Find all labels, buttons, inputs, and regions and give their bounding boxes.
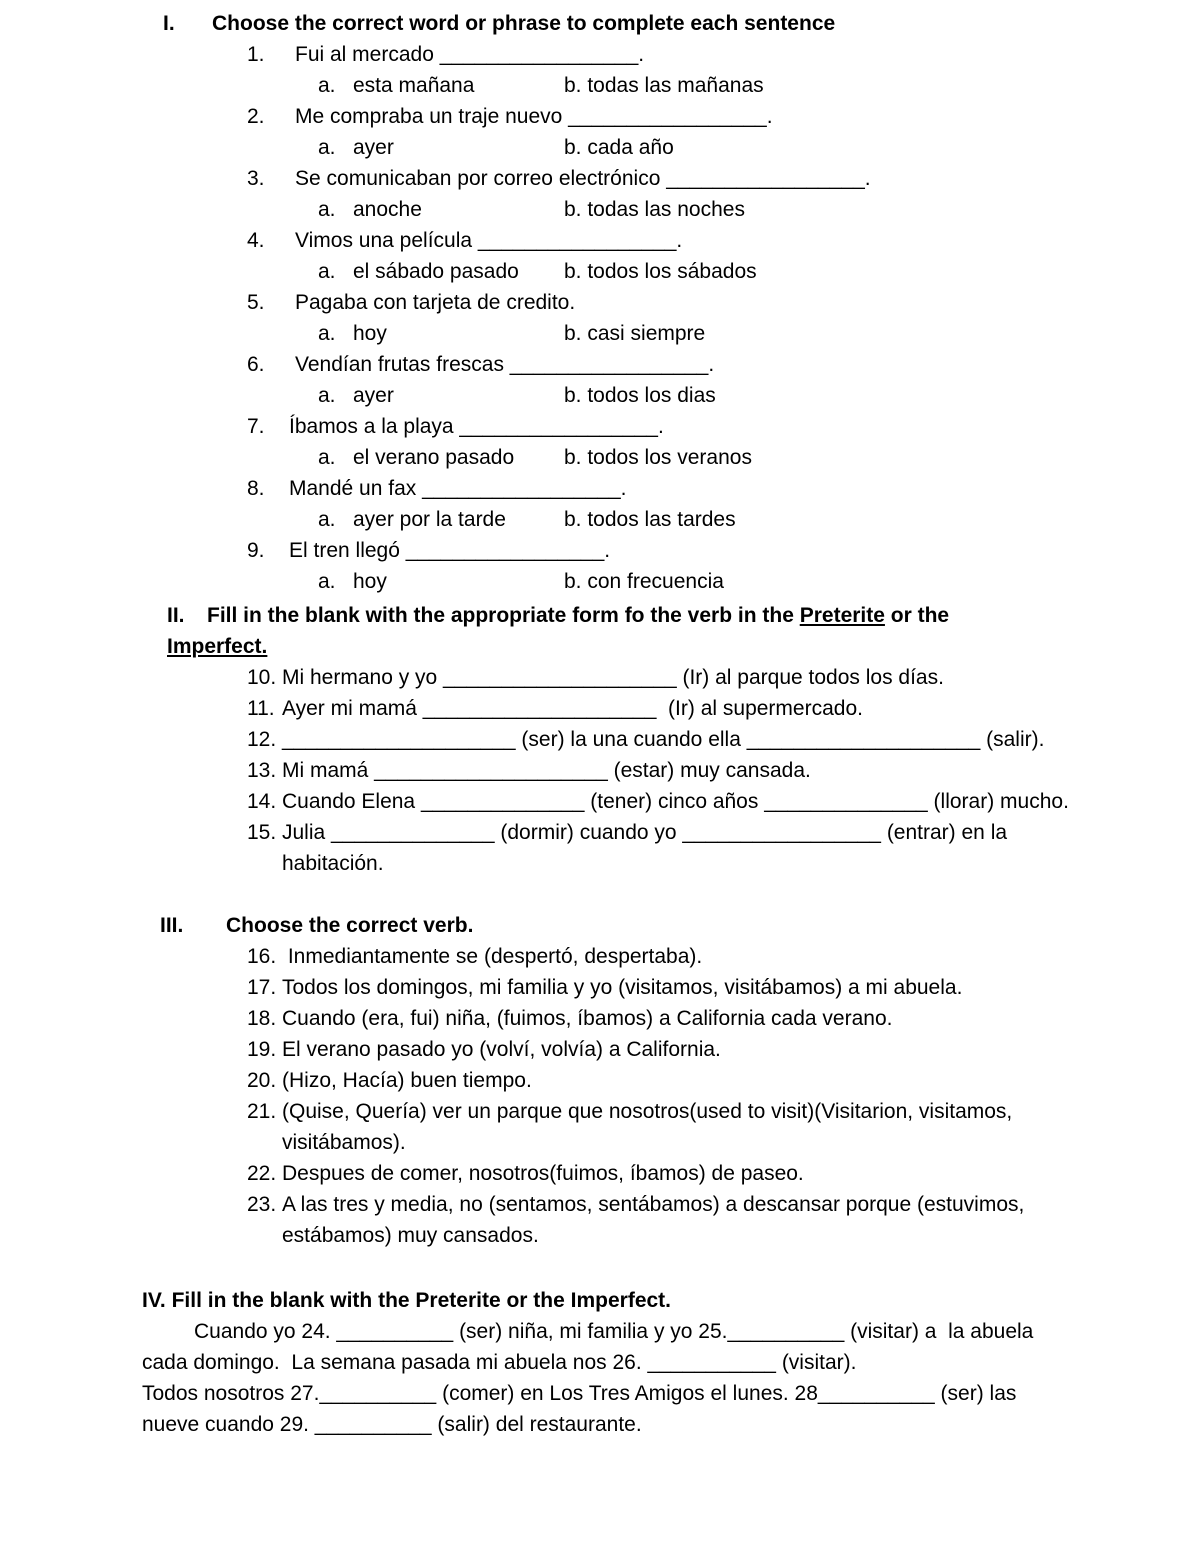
question-number: 2. [247,105,265,128]
section-4-line-2: cada domingo. La semana pasada mi abuela nos 26. ___________ (visitar). [142,1351,857,1374]
item-text: (Hizo, Hacía) buen tiempo. [282,1069,532,1092]
item-number: 12. [247,728,277,751]
option-b-text: b. todos los sábados [564,260,757,283]
item-number: 11. [247,697,275,720]
item-text: Todos los domingos, mi familia y yo (visitamos, visitábamos) a mi abuela. [282,976,963,999]
question-number: 3. [247,167,265,190]
section-2-heading-underlined1: Preterite [799,604,885,627]
item-text: Julia ______________ (dormir) cuando yo _________________ (entrar) en la [282,821,1008,844]
section-4-line-4: nueve cuando 29. __________ (salir) del restaurante. [142,1413,642,1436]
item-text: Despues de comer, nosotros(fuimos, íbamos) de paseo. [282,1162,804,1185]
option-a-text: ayer [353,384,394,407]
section-4-line-1: Cuando yo 24. __________ (ser) niña, mi familia y yo 25.__________ (visitar) a la abuela [194,1320,1034,1343]
question-text: El tren llegó _________________. [289,539,611,562]
question-number: 9. [247,539,265,562]
item-number: 22. [247,1162,277,1185]
item-text-continued: visitábamos). [282,1131,406,1154]
item-text: A las tres y media, no (sentamos, sentábamos) a descansar porque (estuvimos, [282,1193,1025,1216]
item-number: 21. [247,1100,277,1123]
option-a-text: el sábado pasado [353,260,519,283]
item-text: Inmediantamente se (despertó, despertaba). [282,945,703,968]
item-text: (Quise, Quería) ver un parque que nosotros(used to visit)(Visitarion, visitamos, [282,1100,1013,1123]
question-text: Mandé un fax _________________. [289,477,627,500]
option-b-text: b. casi siempre [564,322,706,345]
section-1-roman: I. [163,12,175,35]
question-text: Pagaba con tarjeta de credito. [295,291,576,314]
option-b-text: b. cada año [564,136,674,159]
option-a-letter: a. [318,260,336,283]
option-a-letter: a. [318,384,336,407]
question-number: 8. [247,477,265,500]
option-a-text: ayer por la tarde [353,508,506,531]
item-text: Cuando Elena ______________ (tener) cinco años ______________ (llorar) mucho. [282,790,1069,813]
item-text-continued: habitación. [282,852,384,875]
question-text: Íbamos a la playa _________________. [289,415,664,438]
section-2-heading-part2: or the [884,604,950,627]
section-4-heading: IV. Fill in the blank with the Preterite or the Imperfect. [142,1289,671,1312]
question-text: Fui al mercado _________________. [295,43,645,66]
option-a-text: esta mañana [353,74,475,97]
section-2-heading [207,603,949,629]
question-text: Me compraba un traje nuevo _________________. [295,105,773,128]
option-b-text: b. todas las mañanas [564,74,764,97]
item-text: Mi mamá ____________________ (estar) muy cansada. [282,759,811,782]
option-a-text: hoy [353,570,387,593]
item-number: 20. [247,1069,277,1092]
section-3-roman: III. [160,914,184,937]
question-text: Vimos una película _________________. [295,229,683,252]
question-number: 6. [247,353,265,376]
option-b-text: b. todos las tardes [564,508,736,531]
question-text: Vendían frutas frescas _________________. [295,353,715,376]
item-text-continued: estábamos) muy cansados. [282,1224,539,1247]
section-2-heading-underlined2: Imperfect. [167,635,268,658]
option-a-text: el verano pasado [353,446,515,469]
option-b-text: b. con frecuencia [564,570,724,593]
item-text: Mi hermano y yo ____________________ (Ir) al parque todos los días. [282,666,944,689]
option-a-letter: a. [318,198,336,221]
item-number: 14. [247,790,277,813]
section-3-heading: Choose the correct verb. [226,914,474,937]
option-a-letter: a. [318,74,336,97]
item-text: El verano pasado yo (volví, volvía) a California. [282,1038,721,1061]
section-1-heading: Choose the correct word or phrase to complete each sentence [212,12,836,35]
item-number: 13. [247,759,277,782]
item-number: 18. [247,1007,277,1030]
option-a-letter: a. [318,322,336,345]
option-a-letter: a. [318,508,336,531]
option-a-letter: a. [318,136,336,159]
option-a-letter: a. [318,446,336,469]
section-2-heading-part1: Fill in the blank with the appropriate form fo the verb in the [207,604,800,627]
item-number: 17. [247,976,277,999]
question-number: 7. [247,415,265,438]
option-a-text: hoy [353,322,387,345]
option-b-text: b. todos los veranos [564,446,752,469]
item-text: ____________________ (ser) la una cuando ella ____________________ (salir). [282,728,1045,751]
question-text: Se comunicaban por correo electrónico _________________. [295,167,871,190]
section-4-line-3: Todos nosotros 27.__________ (comer) en Los Tres Amigos el lunes. 28__________ (ser) las [142,1382,1017,1405]
item-number: 19. [247,1038,277,1061]
item-text: Ayer mi mamá ____________________ (Ir) al supermercado. [282,697,863,720]
option-b-text: b. todas las noches [564,198,745,221]
item-text: Cuando (era, fui) niña, (fuimos, íbamos) a California cada verano. [282,1007,893,1030]
option-a-text: anoche [353,198,422,221]
option-a-text: ayer [353,136,394,159]
section-2-roman: II. [167,604,185,627]
option-a-letter: a. [318,570,336,593]
item-number: 16. [247,945,277,968]
option-b-text: b. todos los dias [564,384,716,407]
item-number: 23. [247,1193,277,1216]
question-number: 1. [247,43,265,66]
item-number: 10. [247,666,277,689]
question-number: 5. [247,291,265,314]
question-number: 4. [247,229,265,252]
item-number: 15. [247,821,277,844]
